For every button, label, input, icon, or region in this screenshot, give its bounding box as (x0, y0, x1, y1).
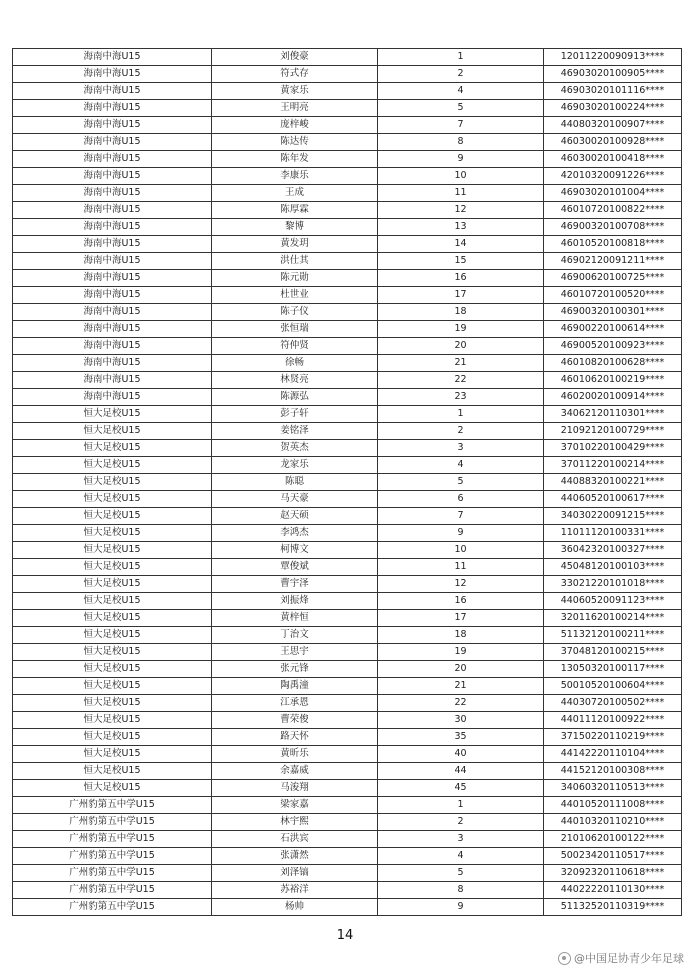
team-cell: 广州豹第五中学U15 (13, 814, 212, 831)
id-cell: 44010520111008**** (544, 797, 682, 814)
team-cell: 恒大足校U15 (13, 457, 212, 474)
name-cell: 丁治文 (212, 627, 378, 644)
team-cell: 广州豹第五中学U15 (13, 882, 212, 899)
table-row (13, 865, 682, 882)
number-cell: 12 (378, 202, 544, 219)
table-row (13, 474, 682, 491)
id-cell: 46900320100301**** (544, 304, 682, 321)
id-cell: 44010320110210**** (544, 814, 682, 831)
number-cell: 23 (378, 389, 544, 406)
name-cell: 王思宇 (212, 644, 378, 661)
id-cell: 11011120100331**** (544, 525, 682, 542)
team-cell: 广州豹第五中学U15 (13, 797, 212, 814)
name-cell: 覃俊斌 (212, 559, 378, 576)
name-cell: 黄发玥 (212, 236, 378, 253)
team-cell: 海南中海U15 (13, 83, 212, 100)
id-cell: 46900620100725**** (544, 270, 682, 287)
team-cell: 海南中海U15 (13, 287, 212, 304)
id-cell: 33021220101018**** (544, 576, 682, 593)
team-cell: 恒大足校U15 (13, 746, 212, 763)
name-cell: 陈源弘 (212, 389, 378, 406)
watermark-text: @中国足协青少年足球 (574, 952, 684, 965)
team-cell: 恒大足校U15 (13, 763, 212, 780)
table-row (13, 185, 682, 202)
id-cell: 21092120100729**** (544, 423, 682, 440)
team-cell: 恒大足校U15 (13, 525, 212, 542)
id-cell: 50010520100604**** (544, 678, 682, 695)
name-cell: 贺英杰 (212, 440, 378, 457)
name-cell: 余嘉威 (212, 763, 378, 780)
id-cell: 34030220091215**** (544, 508, 682, 525)
number-cell: 30 (378, 712, 544, 729)
team-cell: 海南中海U15 (13, 151, 212, 168)
team-cell: 海南中海U15 (13, 134, 212, 151)
name-cell: 杜世业 (212, 287, 378, 304)
id-cell: 32011620100214**** (544, 610, 682, 627)
team-cell: 恒大足校U15 (13, 593, 212, 610)
number-cell: 16 (378, 593, 544, 610)
table-row (13, 406, 682, 423)
table-row (13, 219, 682, 236)
number-cell: 20 (378, 661, 544, 678)
number-cell: 1 (378, 797, 544, 814)
table-row (13, 389, 682, 406)
table-row (13, 848, 682, 865)
id-cell: 21010620100122**** (544, 831, 682, 848)
id-cell: 46903020100905**** (544, 66, 682, 83)
team-cell: 恒大足校U15 (13, 661, 212, 678)
number-cell: 19 (378, 321, 544, 338)
name-cell: 龙家乐 (212, 457, 378, 474)
number-cell: 12 (378, 576, 544, 593)
number-cell: 5 (378, 865, 544, 882)
id-cell: 46010820100628**** (544, 355, 682, 372)
name-cell: 马浚翔 (212, 780, 378, 797)
team-cell: 广州豹第五中学U15 (13, 848, 212, 865)
number-cell: 7 (378, 508, 544, 525)
id-cell: 46903020100224**** (544, 100, 682, 117)
name-cell: 徐畅 (212, 355, 378, 372)
team-cell: 恒大足校U15 (13, 423, 212, 440)
number-cell: 21 (378, 678, 544, 695)
number-cell: 9 (378, 899, 544, 916)
id-cell: 34060320110513**** (544, 780, 682, 797)
id-cell: 44152120100308**** (544, 763, 682, 780)
id-cell: 46010720100822**** (544, 202, 682, 219)
name-cell: 路天怀 (212, 729, 378, 746)
name-cell: 赵天硕 (212, 508, 378, 525)
team-cell: 恒大足校U15 (13, 406, 212, 423)
name-cell: 陈元勋 (212, 270, 378, 287)
team-cell: 海南中海U15 (13, 202, 212, 219)
id-cell: 44030720100502**** (544, 695, 682, 712)
table-row (13, 440, 682, 457)
number-cell: 1 (378, 406, 544, 423)
id-cell: 46900320100708**** (544, 219, 682, 236)
name-cell: 黄昕乐 (212, 746, 378, 763)
id-cell: 46010520100818**** (544, 236, 682, 253)
team-cell: 海南中海U15 (13, 219, 212, 236)
name-cell: 刘泽镐 (212, 865, 378, 882)
name-cell: 林宇熙 (212, 814, 378, 831)
table-row (13, 151, 682, 168)
team-cell: 海南中海U15 (13, 253, 212, 270)
number-cell: 3 (378, 831, 544, 848)
id-cell: 32092320110618**** (544, 865, 682, 882)
number-cell: 15 (378, 253, 544, 270)
name-cell: 石洪宾 (212, 831, 378, 848)
id-cell: 12011220090913**** (544, 49, 682, 66)
name-cell: 马天豪 (212, 491, 378, 508)
table-row (13, 882, 682, 899)
name-cell: 符式存 (212, 66, 378, 83)
id-cell: 46900220100614**** (544, 321, 682, 338)
team-cell: 恒大足校U15 (13, 712, 212, 729)
team-cell: 恒大足校U15 (13, 508, 212, 525)
name-cell: 张恒瑞 (212, 321, 378, 338)
number-cell: 19 (378, 644, 544, 661)
table-row (13, 627, 682, 644)
team-cell: 海南中海U15 (13, 117, 212, 134)
number-cell: 3 (378, 440, 544, 457)
table-row (13, 729, 682, 746)
number-cell: 6 (378, 491, 544, 508)
name-cell: 江承恩 (212, 695, 378, 712)
team-cell: 海南中海U15 (13, 338, 212, 355)
team-cell: 海南中海U15 (13, 321, 212, 338)
table-row (13, 661, 682, 678)
team-cell: 海南中海U15 (13, 168, 212, 185)
number-cell: 9 (378, 525, 544, 542)
team-cell: 恒大足校U15 (13, 729, 212, 746)
team-cell: 恒大足校U15 (13, 440, 212, 457)
number-cell: 1 (378, 49, 544, 66)
id-cell: 46010720100520**** (544, 287, 682, 304)
table-row (13, 678, 682, 695)
table-row (13, 321, 682, 338)
table-row (13, 644, 682, 661)
team-cell: 恒大足校U15 (13, 474, 212, 491)
weibo-icon (558, 952, 571, 965)
name-cell: 庞梓峻 (212, 117, 378, 134)
number-cell: 22 (378, 372, 544, 389)
name-cell: 苏裕洋 (212, 882, 378, 899)
team-cell: 海南中海U15 (13, 185, 212, 202)
name-cell: 杨帅 (212, 899, 378, 916)
team-cell: 海南中海U15 (13, 355, 212, 372)
name-cell: 曹荣俊 (212, 712, 378, 729)
id-cell: 44080320100907**** (544, 117, 682, 134)
roster-body (13, 49, 682, 916)
team-cell: 广州豹第五中学U15 (13, 899, 212, 916)
name-cell: 王成 (212, 185, 378, 202)
number-cell: 18 (378, 627, 544, 644)
id-cell: 46010620100219**** (544, 372, 682, 389)
name-cell: 彭子轩 (212, 406, 378, 423)
team-cell: 海南中海U15 (13, 49, 212, 66)
id-cell: 44142220110104**** (544, 746, 682, 763)
id-cell: 46900520100923**** (544, 338, 682, 355)
number-cell: 8 (378, 134, 544, 151)
team-cell: 恒大足校U15 (13, 610, 212, 627)
name-cell: 洪仕其 (212, 253, 378, 270)
team-cell: 恒大足校U15 (13, 780, 212, 797)
number-cell: 10 (378, 168, 544, 185)
number-cell: 2 (378, 66, 544, 83)
table-row (13, 797, 682, 814)
table-row (13, 576, 682, 593)
team-cell: 海南中海U15 (13, 372, 212, 389)
name-cell: 刘俊豪 (212, 49, 378, 66)
table-row (13, 134, 682, 151)
number-cell: 16 (378, 270, 544, 287)
name-cell: 姜铭泽 (212, 423, 378, 440)
team-cell: 恒大足校U15 (13, 695, 212, 712)
page-number: 14 (336, 928, 354, 943)
name-cell: 张元锋 (212, 661, 378, 678)
name-cell: 李康乐 (212, 168, 378, 185)
number-cell: 21 (378, 355, 544, 372)
id-cell: 37150220110219**** (544, 729, 682, 746)
table-row (13, 287, 682, 304)
table-row (13, 66, 682, 83)
number-cell: 11 (378, 185, 544, 202)
id-cell: 36042320100327**** (544, 542, 682, 559)
team-cell: 海南中海U15 (13, 100, 212, 117)
team-cell: 恒大足校U15 (13, 627, 212, 644)
name-cell: 曹宇泽 (212, 576, 378, 593)
table-row (13, 542, 682, 559)
team-cell: 恒大足校U15 (13, 559, 212, 576)
id-cell: 37010220100429**** (544, 440, 682, 457)
table-row (13, 559, 682, 576)
name-cell: 柯博文 (212, 542, 378, 559)
name-cell: 陈年发 (212, 151, 378, 168)
name-cell: 黄梓恒 (212, 610, 378, 627)
table-row (13, 100, 682, 117)
number-cell: 4 (378, 848, 544, 865)
name-cell: 张潇然 (212, 848, 378, 865)
id-cell: 46902120091211**** (544, 253, 682, 270)
id-cell: 44060520091123**** (544, 593, 682, 610)
team-cell: 恒大足校U15 (13, 644, 212, 661)
team-cell: 海南中海U15 (13, 270, 212, 287)
id-cell: 45048120100103**** (544, 559, 682, 576)
table-row (13, 253, 682, 270)
name-cell: 梁家嘉 (212, 797, 378, 814)
number-cell: 13 (378, 219, 544, 236)
table-row (13, 117, 682, 134)
table-row (13, 525, 682, 542)
number-cell: 11 (378, 559, 544, 576)
id-cell: 51132120100211**** (544, 627, 682, 644)
number-cell: 17 (378, 287, 544, 304)
table-row (13, 695, 682, 712)
id-cell: 46903020101004**** (544, 185, 682, 202)
number-cell: 7 (378, 117, 544, 134)
name-cell: 陶禹潼 (212, 678, 378, 695)
number-cell: 44 (378, 763, 544, 780)
name-cell: 陈子仪 (212, 304, 378, 321)
table-row (13, 168, 682, 185)
name-cell: 李鸿杰 (212, 525, 378, 542)
id-cell: 37048120100215**** (544, 644, 682, 661)
table-row (13, 899, 682, 916)
name-cell: 黎博 (212, 219, 378, 236)
number-cell: 5 (378, 100, 544, 117)
team-cell: 广州豹第五中学U15 (13, 831, 212, 848)
table-row (13, 202, 682, 219)
table-row (13, 304, 682, 321)
name-cell: 陈厚霖 (212, 202, 378, 219)
id-cell: 46903020101116**** (544, 83, 682, 100)
table-row (13, 712, 682, 729)
number-cell: 9 (378, 151, 544, 168)
table-row (13, 763, 682, 780)
id-cell: 46020020100914**** (544, 389, 682, 406)
number-cell: 18 (378, 304, 544, 321)
id-cell: 44088320100221**** (544, 474, 682, 491)
id-cell: 44060520100617**** (544, 491, 682, 508)
team-cell: 海南中海U15 (13, 304, 212, 321)
number-cell: 20 (378, 338, 544, 355)
number-cell: 4 (378, 83, 544, 100)
watermark (558, 950, 684, 966)
number-cell: 5 (378, 474, 544, 491)
id-cell: 44011120100922**** (544, 712, 682, 729)
number-cell: 14 (378, 236, 544, 253)
number-cell: 8 (378, 882, 544, 899)
number-cell: 35 (378, 729, 544, 746)
table-row (13, 372, 682, 389)
table-row (13, 355, 682, 372)
team-cell: 恒大足校U15 (13, 678, 212, 695)
team-cell: 海南中海U15 (13, 236, 212, 253)
table-row (13, 338, 682, 355)
number-cell: 45 (378, 780, 544, 797)
id-cell: 44022220110130**** (544, 882, 682, 899)
id-cell: 42010320091226**** (544, 168, 682, 185)
team-cell: 海南中海U15 (13, 389, 212, 406)
id-cell: 37011220100214**** (544, 457, 682, 474)
roster-table (12, 48, 682, 916)
table-row (13, 780, 682, 797)
table-row (13, 83, 682, 100)
name-cell: 陈聪 (212, 474, 378, 491)
name-cell: 林贤亮 (212, 372, 378, 389)
team-cell: 恒大足校U15 (13, 576, 212, 593)
team-cell: 恒大足校U15 (13, 542, 212, 559)
name-cell: 黄家乐 (212, 83, 378, 100)
team-cell: 广州豹第五中学U15 (13, 865, 212, 882)
table-row (13, 610, 682, 627)
table-row (13, 423, 682, 440)
number-cell: 4 (378, 457, 544, 474)
number-cell: 22 (378, 695, 544, 712)
table-row (13, 270, 682, 287)
table-row (13, 831, 682, 848)
table-row (13, 508, 682, 525)
name-cell: 陈达传 (212, 134, 378, 151)
table-row (13, 746, 682, 763)
id-cell: 46030020100418**** (544, 151, 682, 168)
number-cell: 2 (378, 814, 544, 831)
table-row (13, 49, 682, 66)
number-cell: 17 (378, 610, 544, 627)
table-row (13, 457, 682, 474)
name-cell: 王明亮 (212, 100, 378, 117)
number-cell: 2 (378, 423, 544, 440)
number-cell: 40 (378, 746, 544, 763)
table-row (13, 814, 682, 831)
team-cell: 海南中海U15 (13, 66, 212, 83)
id-cell: 34062120110301**** (544, 406, 682, 423)
team-cell: 恒大足校U15 (13, 491, 212, 508)
table-row (13, 236, 682, 253)
id-cell: 13050320100117**** (544, 661, 682, 678)
id-cell: 46030020100928**** (544, 134, 682, 151)
number-cell: 10 (378, 542, 544, 559)
name-cell: 符仲贤 (212, 338, 378, 355)
id-cell: 51132520110319**** (544, 899, 682, 916)
id-cell: 50023420110517**** (544, 848, 682, 865)
table-row (13, 593, 682, 610)
table-row (13, 491, 682, 508)
name-cell: 刘振烽 (212, 593, 378, 610)
